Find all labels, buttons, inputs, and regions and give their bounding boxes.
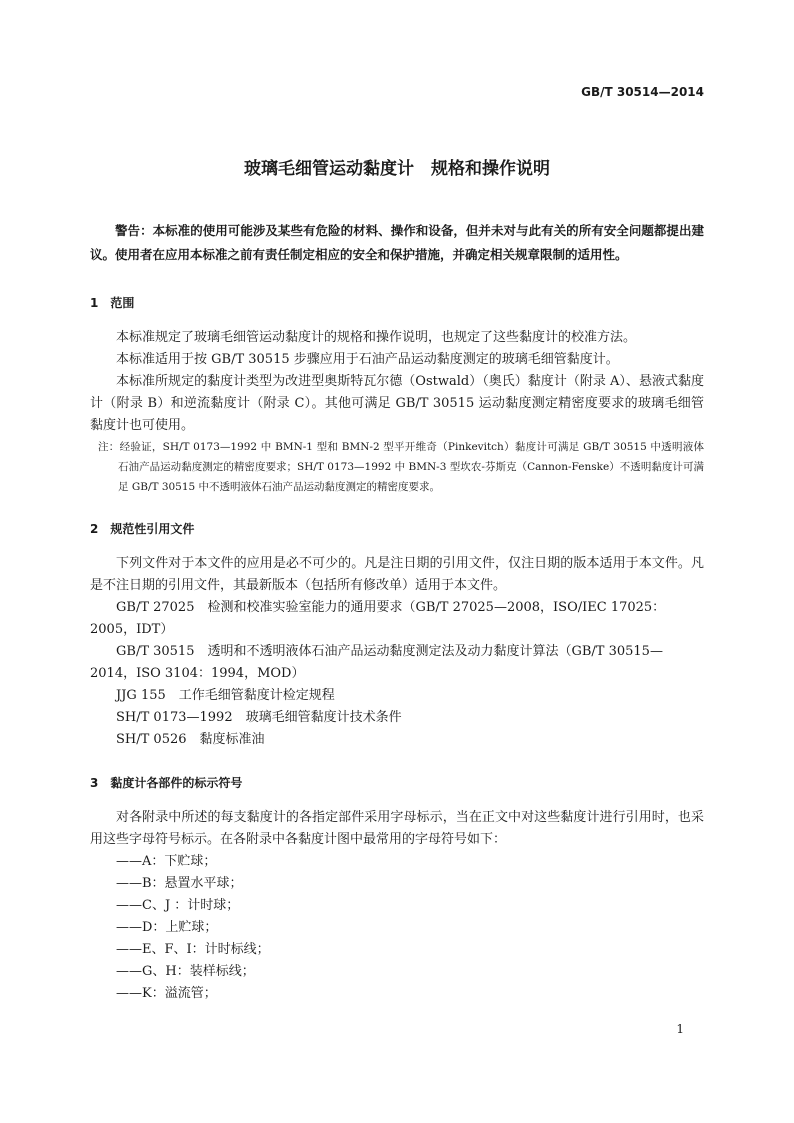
- standard-number: GB/T 30514—2014: [581, 85, 704, 99]
- scope-note: [98, 437, 705, 497]
- symbol-item: ——K：溢流管；: [116, 986, 217, 1001]
- reference-item: JJG 155 工作毛细管黏度计检定规程: [116, 688, 335, 703]
- scope-paragraph-3: 本标准所规定的黏度计类型为改进型奥斯特瓦尔德（Ostwald）（奥氏）黏度计（附录 A）、悬液式黏度计（附录 B）和逆流黏度计（附录 C）。其他可满足 GB/T 30515 运动黏度测定精密度要求的玻璃毛细管黏度计也可使用。: [90, 374, 704, 433]
- references-intro: 下列文件对于本文件的应用是必不可少的。凡是注日期的引用文件，仅注日期的版本适用于本文件。凡是不注日期的引用文件，其最新版本（包括所有修改单）适用于本文件。: [90, 556, 704, 593]
- section-2-heading: 2 规范性引用文件: [90, 522, 195, 536]
- symbol-item: ——B：悬置水平球；: [116, 876, 243, 891]
- warning-paragraph: 警告：本标准的使用可能涉及某些有危险的材料、操作和设备，但并未对与此有关的所有安全问题都提出建议。使用者在应用本标准之前有责任制定相应的安全和保护措施，并确定相关规章限制的适用性。: [90, 223, 704, 262]
- reference-item: GB/T 27025 检测和校准实验室能力的通用要求（GB/T 27025—2008，ISO/IEC 17025：2005，IDT）: [90, 600, 666, 637]
- note-text: 经验证，SH/T 0173—1992 中 BMN-1 型和 BMN-2 型平开维奇（Pinkevitch）黏度计可满足 GB/T 30515 中透明液体石油产品运动黏度测定的精密度要求；SH/T 0173—1992 中 BMN-3 型坎农-芬斯克（Cannon-Fenske）不透明黏度计可满足 GB/T 30515 中不透明液体石油产品运动黏度测定的精密度要求。: [118, 441, 705, 493]
- page-number: 1: [676, 1022, 684, 1036]
- scope-paragraph-2: 本标准适用于按 GB/T 30515 步骤应用于石油产品运动黏度测定的玻璃毛细管黏度计。: [116, 352, 619, 367]
- reference-item: SH/T 0173—1992 玻璃毛细管黏度计技术条件: [116, 710, 402, 725]
- symbol-item: ——E、F、I：计时标线；: [116, 942, 270, 957]
- document-title: 玻璃毛细管运动黏度计 规格和操作说明: [244, 159, 550, 179]
- scope-paragraph-1: 本标准规定了玻璃毛细管运动黏度计的规格和操作说明，也规定了这些黏度计的校准方法。: [116, 330, 637, 345]
- symbol-item: ——D：上贮球；: [116, 920, 218, 935]
- symbol-item: ——G、H：装样标线；: [116, 964, 255, 979]
- symbols-intro: 对各附录中所述的每支黏度计的各指定部件采用字母标示，当在正文中对这些黏度计进行引用时，也采用这些字母符号标示。在各附录中各黏度计图中最常用的字母符号如下：: [90, 810, 704, 847]
- note-label: 注：: [98, 441, 120, 453]
- symbol-item: ——C、J ：计时球；: [116, 898, 240, 913]
- document-body: [90, 219, 704, 1005]
- symbol-item: ——A：下贮球；: [116, 854, 217, 869]
- reference-item: SH/T 0526 黏度标准油: [116, 732, 265, 747]
- reference-item: GB/T 30515 透明和不透明液体石油产品运动黏度测定法及动力黏度计算法（GB/T 30515—2014，ISO 3104：1994，MOD）: [90, 644, 663, 681]
- section-1-heading: 1 范围: [90, 296, 135, 310]
- section-3-heading: 3 黏度计各部件的标示符号: [90, 776, 243, 790]
